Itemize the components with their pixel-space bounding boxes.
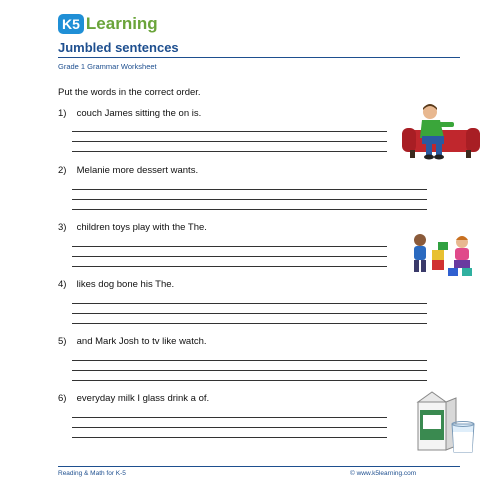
answer-line[interactable] <box>72 323 427 324</box>
milk-carton-glass-icon <box>410 388 478 454</box>
answer-line[interactable] <box>72 151 387 152</box>
answer-line[interactable] <box>72 209 427 210</box>
question-text: and Mark Josh to tv like watch. <box>76 336 207 347</box>
answer-line[interactable] <box>72 199 427 200</box>
question-3 <box>58 222 207 233</box>
answer-line[interactable] <box>72 427 387 428</box>
question-text: Melanie more dessert wants. <box>76 165 199 176</box>
question-text: children toys play with the The. <box>76 222 207 233</box>
answer-line[interactable] <box>72 266 387 267</box>
question-6 <box>58 393 209 404</box>
k5-learning-logo <box>58 12 158 36</box>
answer-line[interactable] <box>72 380 427 381</box>
answer-line[interactable] <box>72 256 387 257</box>
question-1 <box>58 108 201 119</box>
logo-learning: Learning <box>85 14 158 33</box>
answer-line[interactable] <box>72 370 427 371</box>
answer-line[interactable] <box>72 303 427 304</box>
answer-line[interactable] <box>72 246 387 247</box>
header-divider <box>58 57 460 58</box>
question-number: 4) <box>58 279 67 290</box>
answer-line[interactable] <box>72 417 387 418</box>
question-text: couch James sitting the on is. <box>76 108 202 119</box>
question-number: 1) <box>58 108 67 119</box>
footer-divider <box>58 466 460 467</box>
question-2 <box>58 165 198 176</box>
question-number: 2) <box>58 165 67 176</box>
footer-website-link[interactable]: © www.k5learning.com <box>350 470 417 477</box>
answer-line[interactable] <box>72 141 387 142</box>
footer-left: Reading & Math for K-5 <box>58 470 126 477</box>
answer-line[interactable] <box>72 360 427 361</box>
question-number: 6) <box>58 393 67 404</box>
instructions: Put the words in the correct order. <box>58 87 201 98</box>
answer-line[interactable] <box>72 131 387 132</box>
logo-k5: K5 <box>58 14 84 34</box>
man-on-couch-icon <box>400 100 482 162</box>
question-text: likes dog bone his The. <box>76 279 175 290</box>
question-5 <box>58 336 207 347</box>
question-number: 3) <box>58 222 67 233</box>
question-4 <box>58 279 174 290</box>
answer-line[interactable] <box>72 437 387 438</box>
question-text: everyday milk I glass drink a of. <box>76 393 210 404</box>
worksheet-title: Jumbled sentences <box>58 40 179 55</box>
answer-line[interactable] <box>72 189 427 190</box>
question-number: 5) <box>58 336 67 347</box>
worksheet-subtitle: Grade 1 Grammar Worksheet <box>58 62 157 71</box>
answer-line[interactable] <box>72 313 427 314</box>
children-playing-icon <box>408 230 478 278</box>
